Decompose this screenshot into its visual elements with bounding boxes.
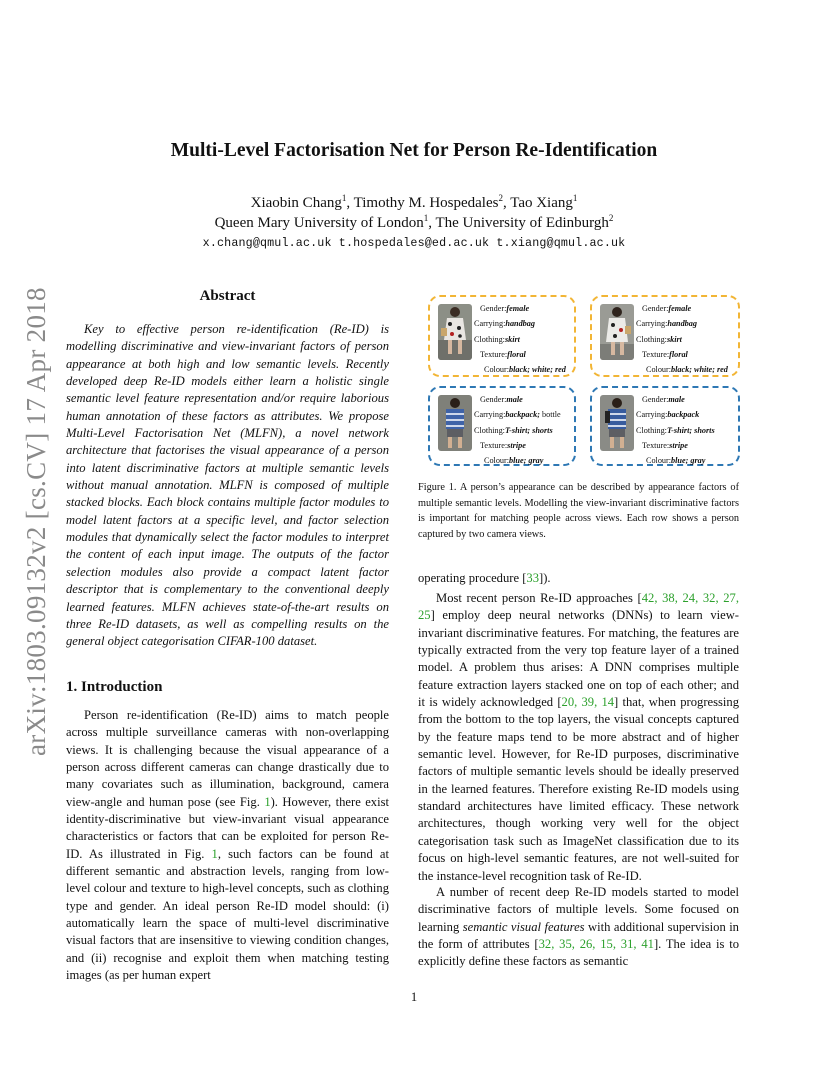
attribute-colour [474, 453, 570, 468]
attribute-texture [474, 347, 570, 362]
attribute-value: black; white; red [671, 365, 728, 375]
attribute-label: Clothing: [636, 334, 667, 344]
attribute-carrying [474, 316, 570, 331]
attribute-value: handbag [505, 319, 535, 329]
page-number: 1 [410, 990, 418, 1004]
attribute-value: backpack [667, 410, 700, 420]
text-run: A number of recent deep Re-ID models started to model discriminative factors of multiple levels. Some focused on learning [418, 885, 739, 934]
attribute-label: Gender: [480, 304, 507, 313]
citation-link[interactable]: 32, 35, 26, 15, 31, 41 [538, 937, 654, 952]
attribute-clothing [636, 423, 734, 438]
attribute-box [590, 386, 740, 466]
attribute-value: T-shirt; shorts [666, 425, 715, 435]
attribute-texture [474, 438, 570, 453]
attribute-label: Texture: [642, 349, 670, 359]
text-run: with additional supervision in the form of attributes [ [418, 919, 739, 952]
attribute-label: Carrying: [474, 410, 506, 420]
citation-link[interactable]: 33 [526, 571, 539, 585]
affiliation-list: Queen Mary University of London$^1$, The University of Edinburgh$^2$ [214, 213, 614, 231]
attribute-value: skirt [666, 334, 682, 344]
affiliation-mark: 2 [498, 193, 503, 203]
attribute-value: female [506, 304, 530, 313]
author-block [0, 193, 828, 233]
attribute-colour [636, 362, 734, 377]
attribute-clothing [474, 332, 570, 347]
attribute-label: Gender: [642, 395, 669, 404]
affiliation-mark: 1 [572, 193, 578, 203]
attribute-label: Carrying: [636, 319, 668, 329]
citation-link[interactable]: 20, 39, 14 [561, 695, 615, 710]
author-name: Timothy M. Hospedales [353, 195, 499, 211]
text-run: Person re-identification (Re-ID) aims to match people across multiple surveillance cameras with non-overlapping views. It is challenging because the visual appearance of a person across different cameras can change drastically due to many covariates such as illumination, background, camera view-angle and human pose (see Fig. [66, 708, 389, 809]
attribute-value: male [506, 395, 523, 404]
author-emails: x.chang@qmul.ac.uk t.hospedales@ed.ac.uk t.xiang@qmul.ac.uk [202, 236, 626, 250]
emphasis: semantic visual features [462, 919, 585, 934]
text-run: ]). [539, 571, 551, 585]
figure-caption: Figure 1. A person’s appearance can be described by appearance factors of multiple semantic levels. Modelling the view-invariant discriminative factors is important for matching people across views. Each row shows a person captured by two camera views. [418, 482, 739, 540]
affiliation-mark: 1 [341, 193, 347, 203]
text-run: ] that, when progressing from the bottom to the top layers, the visual concepts captured by the feature maps tend to be more abstract and of higher semantic level. However, for Re-ID purposes, discriminative factors of multiple semantic levels should be ideally preserved in the learned features. Therefore existing Re-ID models using standard architectures have limited efficacy. These network architectures, though working very well for the object categorisation task such as ImageNet classification due to its focus on high-level semantic features, are not well-suited for the instance-level recognition task of Re-ID. [418, 695, 739, 883]
attribute-clothing [474, 423, 570, 438]
attribute-value: backpack; [505, 410, 540, 420]
attribute-box [590, 295, 740, 377]
attribute-value: blue; gray [509, 456, 544, 466]
text-run: ] employ deep neural networks (DNNs) to learn view-invariant discriminative features. For matching, the features are typically extracted from the very top feature layer of a trained model. A problem thus arises: A DNN comprises multiple feature extraction layers stacked one on top of each other; and it is widely acknowledged [ [418, 608, 739, 710]
attribute-label: Clothing: [474, 425, 505, 435]
person-photo [600, 304, 634, 360]
attribute-texture [636, 438, 734, 453]
attribute-gender [474, 301, 570, 316]
attribute-label: Carrying: [474, 319, 506, 329]
text-run: Most recent person Re-ID approaches [ [436, 591, 642, 605]
attribute-list [636, 301, 734, 377]
author-list: Xiaobin Chang$^1$, Timothy M. Hospedales$^2$, Tao Xiang$^1$ [250, 193, 578, 211]
attribute-label: Gender: [480, 395, 507, 404]
attribute-value: stripe [669, 440, 688, 450]
abstract-text: Key to effective person re-identification (Re-ID) is modelling discriminative and view-invariant factors of person appearance at both high and low semantic levels. Recently developed deep Re-ID models either learn a holistic single semantic level feature representation and/or require laborious human annotation of these factors as attributes. We propose Multi-Level Factorisation Net (MLFN), a novel network architecture that factorises the visual appearance of a person into latent discriminative factors at multiple semantic levels without manual annotation. MLFN is composed of multiple stacked blocks. Each block contains multiple factor modules to model latent factors at a specific level, and factor selection modules that dynamically select the factor modules to interpret the content of each input image. The outputs of the factor selection modules also provide a compact latent factor descriptor that is complementary to the conventional deeply learned features. MLFN achieves state-of-the-art results on three Re-ID datasets, as well as compelling results on the general object categorisation CIFAR-100 dataset. [66, 322, 389, 649]
person-photo [438, 395, 472, 451]
attribute-label: Texture: [642, 440, 670, 450]
attribute-box [428, 386, 576, 466]
attribute-label: Gender: [642, 304, 669, 313]
attribute-box [428, 295, 576, 377]
attribute-carrying [474, 407, 570, 422]
attribute-carrying [636, 316, 734, 331]
affiliation-mark: 2 [608, 213, 614, 223]
attribute-label: Colour: [484, 456, 510, 466]
attribute-colour [636, 453, 734, 468]
attribute-list [636, 392, 734, 468]
attribute-value: black; white; red [509, 365, 566, 375]
attribute-value: T-shirt; shorts [504, 425, 553, 435]
citation-link[interactable]: 42, 38, 24, 32, 27, 25 [418, 591, 739, 623]
text-run: , such factors can be found at different semantic and abstraction levels, ranging from low-level colour and texture to high-level concepts, such as clothing type and gender. An ideal person Re-ID model should: (i) automatically learn the space of multi-level discriminative visual factors that are insensitive to viewing condition changes, and (ii) recognise and exploit them when matching testing images (as per human expert [66, 846, 389, 983]
author-name: Xiaobin Chang [250, 195, 342, 211]
paragraph-continuation [418, 570, 739, 587]
attribute-gender [636, 392, 734, 407]
text-run: ]. The idea is to explicitly define these factors as semantic [418, 937, 740, 969]
text-run: ). However, there exist identity-discriminative but view-invariant visual appearance characteristics or factors that can be exploited for person Re-ID. As illustrated in Fig. [66, 794, 390, 861]
attribute-label: Colour: [484, 365, 510, 375]
introduction-heading: 1. Introduction [66, 679, 163, 695]
introduction-paragraph [66, 707, 389, 985]
figure-reference-link[interactable]: 1 [211, 846, 218, 861]
person-photo [438, 304, 472, 360]
affiliation-mark: 1 [423, 213, 429, 223]
attribute-value: blue; gray [671, 456, 706, 466]
affiliation-name: Queen Mary University of London [214, 215, 424, 231]
attribute-gender [636, 301, 734, 316]
paper-title: Multi-Level Factorisation Net for Person Re-Identification [170, 140, 658, 161]
body-paragraph [418, 884, 739, 971]
attribute-label: Texture: [480, 440, 508, 450]
attribute-value: handbag [667, 319, 697, 329]
attribute-value: floral [507, 349, 526, 359]
attribute-list [474, 301, 570, 377]
arxiv-id: arXiv:1803.09132v2 [cs.CV] 17 Apr 2018 [21, 287, 51, 756]
body-paragraph [418, 590, 739, 885]
author-name: Tao Xiang [510, 195, 573, 211]
attribute-colour [474, 362, 570, 377]
attribute-label: Carrying: [636, 410, 668, 420]
attribute-label: Colour: [646, 365, 672, 375]
attribute-clothing [636, 332, 734, 347]
abstract-heading: Abstract [199, 288, 256, 304]
figure-1 [420, 292, 742, 467]
attribute-texture [636, 347, 734, 362]
attribute-label: Clothing: [636, 425, 667, 435]
attribute-label: Clothing: [474, 334, 505, 344]
attribute-value: female [668, 304, 692, 313]
attribute-gender [474, 392, 570, 407]
attribute-extra: bottle [539, 410, 561, 420]
person-photo [600, 395, 634, 451]
attribute-label: Texture: [480, 349, 508, 359]
attribute-label: Colour: [646, 456, 672, 466]
attribute-list [474, 392, 570, 468]
attribute-value: stripe [507, 440, 526, 450]
attribute-value: floral [669, 349, 688, 359]
attribute-carrying [636, 407, 734, 422]
text-run: operating procedure [ [418, 571, 527, 585]
attribute-value: male [668, 395, 685, 404]
affiliation-name: The University of Edinburgh [435, 215, 609, 231]
arxiv-sidebar [14, 276, 58, 756]
attribute-value: skirt [504, 334, 520, 344]
figure-reference-link[interactable]: 1 [264, 794, 271, 809]
